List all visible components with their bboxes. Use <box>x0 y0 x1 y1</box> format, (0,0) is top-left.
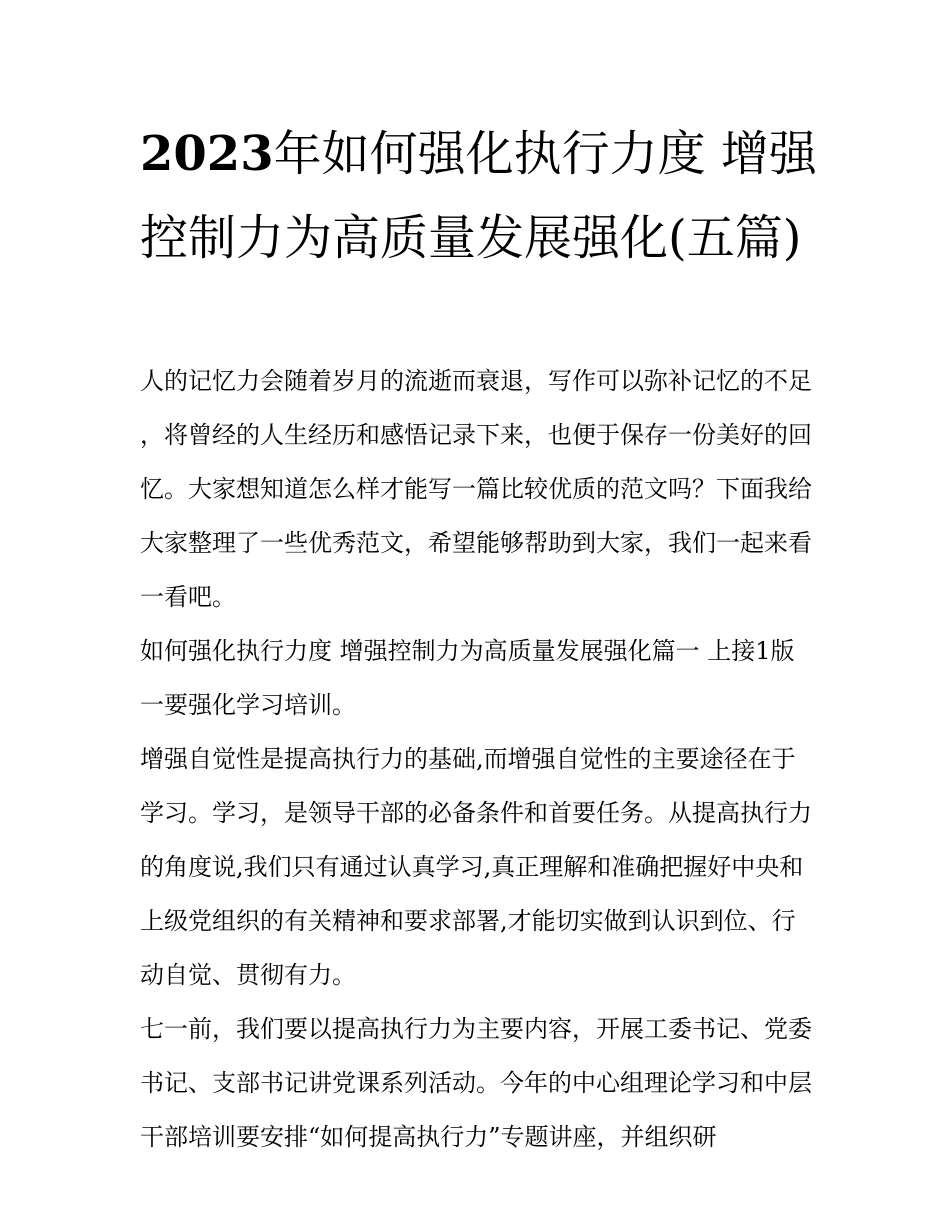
title-year: 2023 <box>140 126 274 182</box>
body-paragraph: 七一前，我们要以提高执行力为主要内容，开展工委书记、党委书记、支部书记讲党课系列活动。今年的中心组理论学习和中层干部培训要安排“如何提高执行力”专题讲座，并组织研 <box>140 1015 812 1151</box>
title-text: 年如何强化执行力度 增强控制力为高质量发展强化(五篇) <box>140 126 817 266</box>
document-title <box>140 112 820 280</box>
body-paragraph: 增强自觉性是提高执行力的基础,而增强自觉性的主要途径在于学习。学习，是领导干部的必备条件和首要任务。从提高执行力的角度说,我们只有通过认真学习,真正理解和准确把握好中央和上级党组织的有关精神和要求部署,才能切实做到认识到位、行动自觉、贯彻有力。 <box>140 745 812 989</box>
section-heading-paragraph: 如何强化执行力度 增强控制力为高质量发展强化篇一 上接1版 一要强化学习培训。 <box>140 637 795 719</box>
document-body <box>140 354 812 1164</box>
intro-paragraph: 人的记忆力会随着岁月的流逝而衰退，写作可以弥补记忆的不足，将曾经的人生经历和感悟记录下来，也便于保存一份美好的回忆。大家想知道怎么样才能写一篇比较优质的范文吗？下面我给大家整理了一些优秀范文，希望能够帮助到大家，我们一起来看一看吧。 <box>140 367 812 611</box>
